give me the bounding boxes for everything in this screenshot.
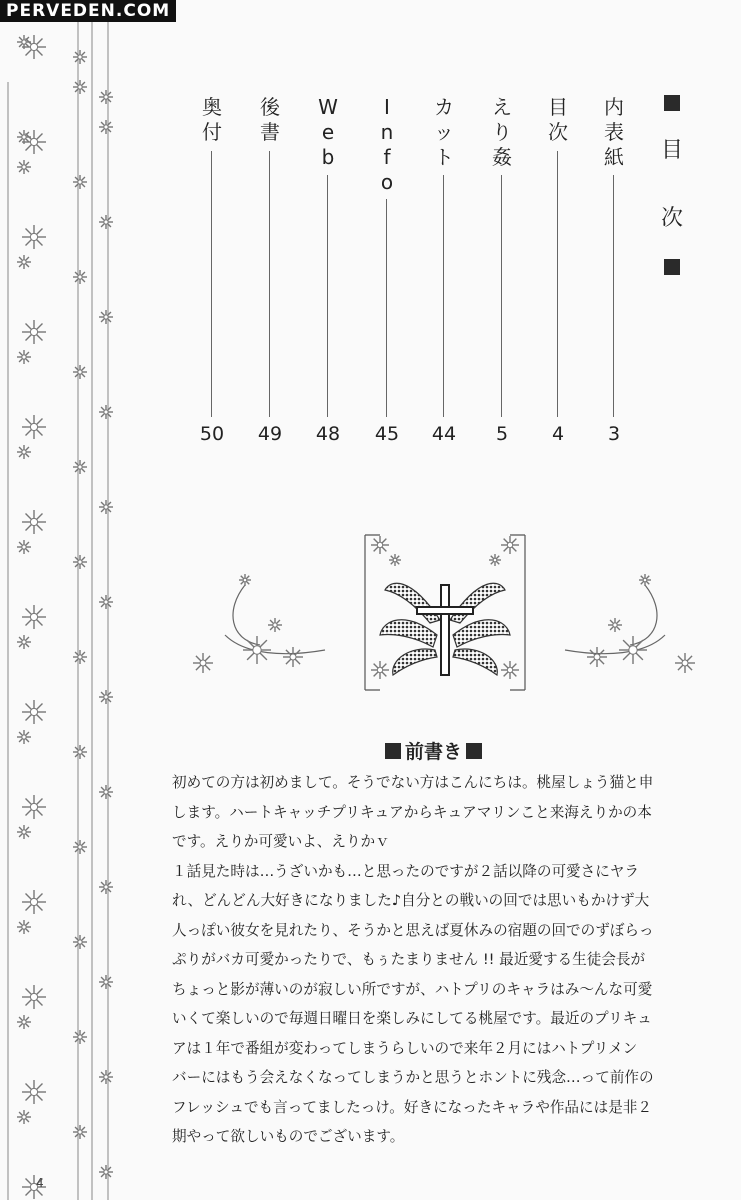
toc-entry-label: え り 姦 [492,95,512,169]
snowflake-icon [22,35,46,59]
toc-entry-page: 45 [374,423,400,445]
toc-entry-label: 後 書 [260,95,280,144]
snowflake-icon [608,618,622,632]
leader-line [211,151,212,417]
snowflake-icon [17,445,31,459]
snowflake-icon [239,574,251,586]
square-bullet-icon [664,259,680,275]
preface-line: アは１年で番組が変わってしまうらしいので来年２月にはハトプリメン [172,1039,638,1057]
snowflake-icon [639,574,651,586]
watermark: PERVEDEN.COM [0,0,176,22]
snowflake-icon [17,160,31,174]
snowflake-icon [501,536,519,554]
snowflake-icon [22,225,46,249]
toc-entry [427,95,461,445]
preface-line: いくて楽しいので毎週日曜日を楽しみにしてる桃屋です。最近のプリキュ [172,1010,652,1027]
toc-entry [311,95,345,445]
toc-entry-page: 49 [257,423,283,445]
snowflake-icon [22,510,46,534]
toc-entry-label: 奥 付 [202,95,222,144]
toc-entry-label: 内 表 紙 [604,95,624,169]
snowflake-icon [99,500,113,514]
toc-entry-page: 3 [607,423,621,445]
toc-entry [541,95,575,445]
snowflake-icon [73,745,87,759]
snowflake-icon [73,555,87,569]
toc-entry-page: 5 [495,423,509,445]
leader-line [613,175,614,417]
winged-cross-ornament [185,525,705,705]
toc-title-char: 次 [660,206,683,231]
preface-line: バーにはもう会えなくなってしまうかと思うとホントに残念…って前作の [172,1069,654,1086]
snowflake-icon [489,554,501,566]
toc-title-char: 目 [660,138,683,163]
snowflake-icon [675,653,695,673]
toc-entry-label: W e b [318,95,338,169]
snowflake-icon [99,975,113,989]
snowflake-icon [73,1125,87,1139]
snowflake-border [0,22,150,1200]
snowflake-icon [73,175,87,189]
toc-entry [597,95,631,445]
snowflake-icon [73,840,87,854]
snowflake-icon [73,80,87,94]
snowflake-icon [99,1070,113,1084]
snowflake-icon [371,536,389,554]
snowflake-icon [99,90,113,104]
snowflake-icon [99,595,113,609]
square-bullet-icon [385,743,401,759]
preface-line: ぷりがバカ可愛かったりで、もぅたまりません !! 最近愛する生徒会長が [172,951,646,968]
snowflake-icon [73,935,87,949]
leader-line [443,175,444,417]
leader-line [386,199,387,417]
preface-line: １話見た時は…うざいかも…と思ったのですが２話以降の可愛さにヤラ [172,862,640,880]
snowflake-icon [17,920,31,934]
snowflake-icon [17,350,31,364]
snowflake-icon [99,880,113,894]
square-bullet-icon [664,95,680,111]
snowflake-icon [501,661,519,679]
toc-entry [485,95,519,445]
page-number: 4 [36,1176,44,1190]
snowflake-icon [22,795,46,819]
toc-entry-page: 50 [199,423,225,445]
preface-line: フレッシュでも言ってましたっけ。好きになったキャラや作品には是非２ [172,1098,652,1116]
snowflake-icon [193,653,213,673]
preface-line: します。ハートキャッチプリキュアからキュアマリンこと来海えりかの本 [172,803,652,821]
snowflake-icon [73,1030,87,1044]
snowflake-icon [22,1080,46,1104]
snowflake-icon [99,1165,113,1179]
snowflake-icon [99,690,113,704]
toc-title [661,117,683,253]
toc-entry-page: 48 [315,423,341,445]
toc-header [660,95,684,275]
snowflake-icon [17,635,31,649]
toc-entry-label: 目 次 [548,95,568,144]
snowflake-icon [17,730,31,744]
preface-line: 人っぽい彼女を見れたり、そうかと思えば夏休みの宿題の回でのずぼらっ [172,921,654,939]
preface-line: ちょっと影が薄いのが寂しい所ですが、ハトプリのキャラはみ～んな可愛 [172,980,653,998]
snowflake-icon [17,540,31,554]
snowflake-icon [99,215,113,229]
snowflake-icon [17,825,31,839]
snowflake-icon [73,270,87,284]
square-bullet-icon [466,743,482,759]
preface-body [172,768,712,1152]
toc-entry [195,95,229,445]
toc-entry-page: 4 [551,423,565,445]
snowflake-icon [73,365,87,379]
snowflake-icon [17,1110,31,1124]
snowflake-icon [73,650,87,664]
snowflake-icon [389,554,401,566]
toc-entry [253,95,287,445]
snowflake-icon [99,785,113,799]
snowflake-icon [99,405,113,419]
leader-line [501,175,502,417]
preface-line: 初めての方は初めまして。そうでない方はこんにちは。桃屋しょう猫と申 [172,774,654,791]
snowflake-icon [371,661,389,679]
toc-entry-page: 44 [431,423,457,445]
snowflake-icon [99,120,113,134]
snowflake-icon [73,50,87,64]
snowflake-icon [99,310,113,324]
snowflake-icon [22,700,46,724]
snowflake-icon [22,415,46,439]
snowflake-icon [22,130,46,154]
preface-line: れ、どんどん大好きになりました♪自分との戦いの回では思いもかけず大 [172,892,650,909]
snowflake-icon [22,320,46,344]
leader-line [327,175,328,417]
snowflake-icon [22,985,46,1009]
snowflake-icon [587,647,607,667]
preface-line: 期やって欲しいものでございます。 [172,1128,405,1145]
snowflake-icon [283,647,303,667]
snowflake-icon [268,618,282,632]
snowflake-icon [17,130,31,144]
preface-line: です。えりか可愛いよ、えりかｖ [172,833,390,850]
snowflake-icon [243,636,271,664]
snowflake-icon [22,605,46,629]
snowflake-icon [17,255,31,269]
toc-entry [370,95,404,445]
toc-entry-label: I n f o [380,95,394,194]
snowflake-icon [619,636,647,664]
snowflake-icon [22,890,46,914]
snowflake-icon [17,1015,31,1029]
toc-entry-label: カ ッ ト [434,95,454,169]
preface-title-text: 前書き [405,741,463,763]
snowflake-icon [73,460,87,474]
preface-title [385,737,482,764]
snowflake-icon [17,35,31,49]
leader-line [557,151,558,417]
leader-line [269,151,270,417]
